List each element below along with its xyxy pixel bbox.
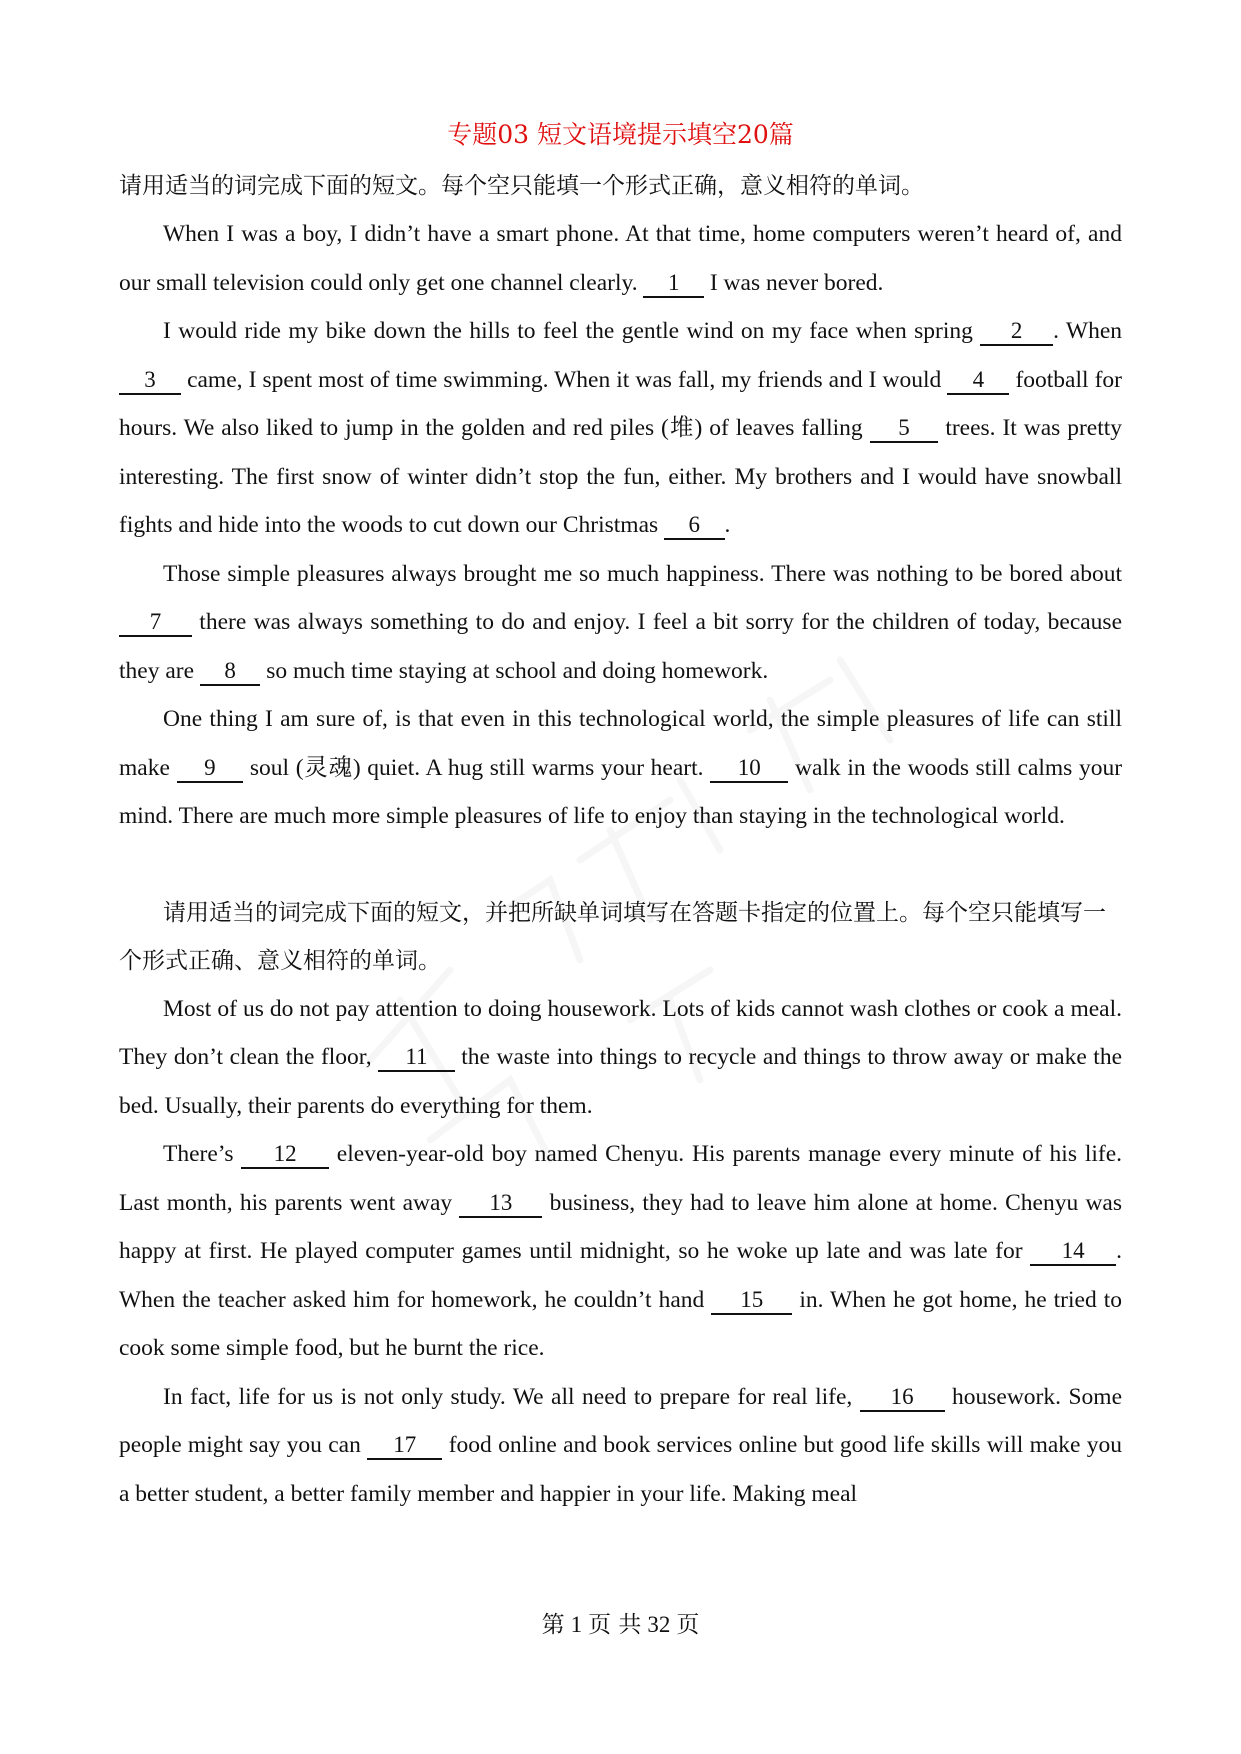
blank-number: 4	[972, 366, 985, 392]
blank-number: 11	[405, 1044, 428, 1069]
passage1-instruction: 请用适当的词完成下面的短文。每个空只能填一个形式正确，意义相符的单词。	[119, 173, 924, 199]
paragraph-text: football for hours. We also liked to jump in the golden and red piles (堆) of leaves falling	[119, 366, 1122, 441]
blank-number: 8	[224, 657, 236, 683]
paragraph	[119, 695, 1122, 841]
paragraph-text: soul (灵魂) quiet. A hug still warms your heart.	[243, 754, 711, 781]
paragraph-text: business, they had to leave him alone at home. Chenyu was happy at first. He played computer games until midnight, so he woke up late and was late for	[119, 1189, 1122, 1264]
page-number: 1	[570, 1612, 583, 1637]
paragraph-text: Those simple pleasures always brought me so much happiness. There was nothing to be bored about	[163, 560, 1122, 587]
answer-blank[interactable]	[459, 1190, 542, 1218]
answer-blank[interactable]	[711, 1287, 792, 1315]
footer-suffix: 页	[676, 1612, 700, 1638]
answer-blank[interactable]	[1030, 1238, 1116, 1266]
paragraph-text: One thing I am sure of, is that even in this technological world, the simple pleasures of life can still make	[119, 706, 1122, 781]
answer-blank[interactable]	[119, 367, 181, 395]
paragraph-text: I was never bored.	[703, 269, 884, 296]
total-pages: 32	[647, 1612, 671, 1637]
paragraph-text: food online and book services online but good life skills will make you a better student, a better family member and happier in your life. Making meal	[119, 1432, 1123, 1507]
blank-number: 15	[740, 1286, 764, 1312]
answer-blank[interactable]	[378, 1044, 455, 1072]
paragraph-text: came, I spent most of time swimming. When it was fall, my friends and I would	[181, 366, 948, 393]
answer-blank[interactable]	[947, 367, 1009, 395]
paragraph-text: there was always something to do and enjoy. I feel a bit sorry for the children of today, because they are	[119, 609, 1123, 684]
paragraph	[119, 985, 1122, 1131]
paragraph-text: There’s	[163, 1141, 242, 1167]
answer-blank[interactable]	[664, 512, 725, 540]
passage1	[119, 210, 1122, 841]
section-spacer	[119, 841, 1122, 889]
paragraph-text: walk in the woods still calms your mind. There are much more simple pleasures of life to enjoy than staying in the technological world.	[119, 754, 1123, 829]
paragraph-text: Most of us do not pay attention to doing housework. Lots of kids cannot wash clothes or cook a meal. They don’t clean the floor,	[119, 995, 1122, 1070]
paragraph-text: eleven-year-old boy named Chenyu. His parents manage every minute of his life. Last month, his parents went away	[119, 1141, 1123, 1216]
blank-number: 3	[144, 366, 156, 392]
answer-blank[interactable]	[860, 1384, 945, 1412]
blank-number: 2	[1010, 318, 1023, 343]
answer-blank[interactable]	[177, 755, 244, 783]
answer-blank[interactable]	[241, 1141, 329, 1169]
paragraph-text: trees. It was pretty interesting. The first snow of winter didn’t stop the fun, either. My brothers and I would have snowball fights and hide into the woods to cut down our Christmas	[119, 415, 1123, 538]
paragraph-text: . When the teacher asked him for homework, he couldn’t hand	[119, 1238, 1123, 1313]
page-footer	[0, 1608, 1241, 1642]
document-body	[119, 162, 1122, 1518]
blank-number: 1	[667, 269, 680, 295]
answer-blank[interactable]	[710, 755, 788, 783]
paragraph	[119, 550, 1122, 696]
blank-number: 7	[149, 609, 162, 634]
passage2-instruction: 请用适当的词完成下面的短文，并把所缺单词填写在答题卡指定的位置上。每个空只能填写一个形式正确、意义相符的单词。	[119, 899, 1106, 974]
answer-blank[interactable]	[367, 1432, 442, 1460]
paragraph-text: When I was a boy, I didn’t have a smart phone. At that time, home computers weren’t heard of, and our small television could only get one channel clearly.	[119, 221, 1122, 296]
blank-number: 13	[489, 1189, 513, 1215]
blank-number: 16	[890, 1383, 914, 1409]
paragraph-text: In fact, life for us is not only study. We all need to prepare for real life,	[163, 1383, 860, 1410]
answer-blank[interactable]	[200, 658, 261, 686]
paragraph	[119, 1373, 1122, 1519]
blank-number: 9	[204, 754, 216, 780]
answer-blank[interactable]	[980, 318, 1053, 346]
paragraph-text: in. When he got home, he tried to cook some simple food, but he burnt the rice.	[119, 1286, 1122, 1361]
paragraph	[119, 307, 1122, 550]
paragraph-text: . When	[1053, 318, 1123, 344]
blank-number: 17	[393, 1432, 417, 1457]
blank-number: 14	[1061, 1238, 1085, 1263]
blank-number: 5	[898, 415, 910, 440]
answer-blank[interactable]	[643, 270, 704, 298]
page-title: 专题03 短文语境提示填空20篇	[447, 120, 794, 149]
paragraph-text: the waste into things to recycle and things to throw away or make the bed. Usually, their parents do everything for them.	[119, 1044, 1123, 1119]
footer-prefix: 第	[541, 1612, 565, 1638]
passage2	[119, 985, 1122, 1519]
paragraph	[119, 1130, 1122, 1373]
paragraph-text: I would ride my bike down the hills to feel the gentle wind on my face when spring	[163, 318, 981, 344]
answer-blank[interactable]	[119, 609, 192, 637]
paragraph-text: housework. Some people might say you can	[119, 1383, 1123, 1458]
paragraph	[119, 210, 1122, 307]
answer-blank[interactable]	[870, 415, 939, 443]
paragraph-text: .	[724, 512, 731, 538]
blank-number: 6	[688, 512, 701, 537]
paragraph-text: so much time staying at school and doing homework.	[260, 657, 769, 684]
blank-number: 12	[273, 1141, 297, 1166]
footer-middle: 页 共	[588, 1612, 642, 1638]
blank-number: 10	[737, 754, 761, 780]
